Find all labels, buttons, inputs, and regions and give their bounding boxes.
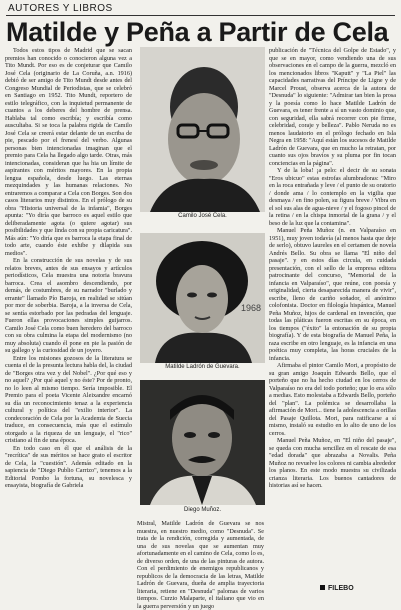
photo-camilo-jose-cela <box>140 47 265 212</box>
photo-diego-munoz <box>140 380 265 505</box>
photo-caption: Matilde Ladrón de Guevara. <box>165 364 240 370</box>
paragraph: Entre los misiones gozosos de la literatura se cuenta el de la presunta lectura habla del, la ciudad de "Borges otra vez y del Nobel". ¿Por qué eso y no aquel? ¿Por qué aquel y no éste? Por de pronto, no lo leen al mismo tiempo. Sería imposible. El Premio para el poeta Vicente Aleixandre encarnó su día un reconocimiento tenaz a la experiencia cultural y política del "exilio interior". La condecoración de Cela por la Academia de Suecia traduce, en consecuencia, más que el estímulo otorgado a la riqueza de un lenguaje, el "rico" cristiano al fin de una época. <box>5 354 132 444</box>
paragraph: Manuel Peña Muñoz, en "El niño del pasaje", se queda con mucha sencillez en el rescate de esa "edad dorada" que abrazaba a Novalis. Peña Muñoz no revuelve los colores ni cambia alrededor los planos. En este modo muestra su civilizada crianza literaria. Los buenos cantadores de historias así se hacen. <box>269 437 396 489</box>
photo-date-mark: 1968 <box>240 303 261 313</box>
paragraph: Todos estos tipos de Madrid que se sacan premios han conocido o conocieron alguna vez a Tito Mundt. Por eso es de conjeturar que Camilo José Cela (originario de La Coruña, a.n. 1916) debió de ser amigo de Tito Mundt desde antes del Congreso Mundial de Periodistas, que se celebró en Santiago en 1952. Tito Mundt, reportero de estilo telegráfico, con la inquietud permanente de cuantos a los deberes del hombre de prensa. Hablaba tal como escribía; y escribía como auscultaba. Si se toca la palabra rigida de Camilo José Cela se creerá estar delante de un escriba de pie, pescado por el frenesí del verbo. Algunas personas bien intencionadas imaginan que el premio para Cela ha llegado algo tarde. Otras, más intencionadas, consideran que ha hia un límite de aspirantes con méritos mayores. En la propia lengua española, desde luego. Las eternas mezquindades y las humanas relaciones. No entraremos a comparar a Cela con Borges. Son dos casos literarios muy distintos. En el prólogo de su obra "Historia universal de la infamia", Borges apunta: "Yo diría que barroco es aquel estilo que deliberadamente agota (o quiere agotar) sus posibilidades y que linda con su propia caricatura". Más aún: "Yo diría que es barroca la etapa final de todo arte, cuando éste exhibe y dilapida sus medios". <box>5 47 132 257</box>
column-3 <box>269 47 396 577</box>
photo-caption: Diego Muñoz. <box>183 507 222 513</box>
photo-caption: Camilo José Cela. <box>178 213 227 219</box>
author-signature <box>320 585 354 592</box>
section-label: AUTORES Y LIBROS <box>8 3 113 14</box>
photo-matilde-ladron-de-guevara <box>140 233 265 363</box>
paragraph: En todo caso en él que el análisis de la "recrítica" de sus méritos se hace grato el escritor de Cela, la "cuestión". Además editado en la sapiencia de "Diego Publio Carrizo", tenemos a la Editorial Pombo la fortuna, su novelesca y ensayista, biografía de Gabriela <box>5 444 132 489</box>
paragraph: En la construcción de sus novelas y de sus relatos breves, antes de sus ensayos y artículos periodísticos, Cela muestra una notoria bravura barroca. Crea el asombro descendiendo, por demás, de costumbres, de su narrador "burlado y errante" llamado Pío Baroja, en realidad se sitúan por mor de soberbia. Baroja, a la inversa de Cela, se sentía estorbado por las pedradas del lenguaje. Fueron ellas provocaciones simples guijarros. Camilo José Cela como buen heredero del barroco con su obra culmina la etapa del modernismo (no muy absoluta) cuando él pone en pie la pasión de su gallego y la curiosidad de un joyero. <box>5 257 132 354</box>
column-1 <box>5 47 132 595</box>
paragraph: Y de la loba! ¡a pelo: el decir de su sonata "Eros ubicuo" estas estrofas alumbradoras: "Miro en la roca entrañada y leve / el punto de su oratorio / donde ama / lo contemplo en la vigilia que desmaya / en fino polen, su figura breve / Vibra en el sol sus alas de agua-nieve / y el fogoso pincel de la retina / en la chispa inmortal de la grana / y el beso de la luz que la contamina". <box>269 167 396 227</box>
paragraph: Manuel Peña Muñoz (n. en Valparaíso en 1951), muy joven todavía (al menos hasta que deje de serlo), obtuvo laureles en el certamen de novela Andrés Bello. Su obra se llama "El niño del pasaje". y en estos días circula, en cuidada presentación, con el sello de la empresa editora patrocinante del concurso, "Memorial de la infancia en Valparaíso", que reúne, con poesía y originalidad, cierta desaparecida manera de vivir", escribe, lleno de cariño soñador, el anónimo colofonista. Doctor en filología hispánica, Manuel Peña Muñoz, hijos de cardenal en invención, que todas las pláticas fueron escritas en su época, en los tiempos ("éxito" la entonación de su propia biografía). Y de esta biografía de Manuel Peña, la raza escribe en otro lenguaje, es la infancia en una poética muy completa, las horas cruciales de la infancia. <box>269 227 396 362</box>
paragraph: publicación de "Técnica del Golpe de Estado", y que se en mayor, como vendiendo una de sus observaciones en el campo de la guerra, mezcló en los mencionados libros "Kaputt" y "La Piel" las capacidades narrativas del Príncipe de Ligne y de Marcel Proust, observa acerca de la autora de "Desnuda" lo siguiente: "Admirar tan bien la prosa y la poesía como lo hace Matilde Ladrón de Guevara, es tener frente a sí un vasto dominio que, con seguridad, ella sabrá recorrer con pie firme, celebridad, coraje y belleza". Pablo Neruda no es menos laudatorio en el prólogo fechado en Isla Negra en 1958: "Aquí están los sucesos de Matilde Ladrón de Guevara, que en mucho la retratan, por cuanto sus ojos bravíos y su pluma por fin tocan conciencias en la página". <box>269 47 396 167</box>
paragraph: Afirmaba el pintor Camilo Mori, a propósito de su gran amigo Joaquín Edwards Bello, que el porteño que no ha hecho ciudad en los cerros de Valparaíso no era del todo porteño; que lo era sólo a medias. Esto molestaba a Edwards Bello, porteño del "plan". La polémica se desarrollaba la afirmación de Mori... tiene la adolescencia a orillas del Pasaje Quillota. Mori, para ratificarse a sí mismo, instaló su estudio en lo alto de uno de los cerros. <box>269 362 396 437</box>
paragraph: Mistral, Matilde Ladrón de Guevara se nos muestra, en nuestro medio, como "Desnuda". Se trata de la rendición, corregida y aumentada, de una de sus novelas que se aumentan muy afortunadamente en el camino de Cela, como lo es, de diverso orden, de una de las pinturas de autora. Con el perdimiento de enemigos republicanos y republicos de la democracia de las letras, Matilde Ladrón de Guevara, dueña de amplia trayectoria literaria, retiene en "Desnuda" palomas de varios tiempos. Curzio Malaparte, el italiano que vio en la guerra perversión y un juego <box>137 520 264 610</box>
column-2-continuation <box>137 520 264 610</box>
end-square-icon <box>320 585 325 590</box>
header-rule <box>6 15 395 16</box>
article-title: Matilde y Peña a Partir de Cela <box>6 17 389 47</box>
author-name: FILEBO <box>328 585 354 592</box>
